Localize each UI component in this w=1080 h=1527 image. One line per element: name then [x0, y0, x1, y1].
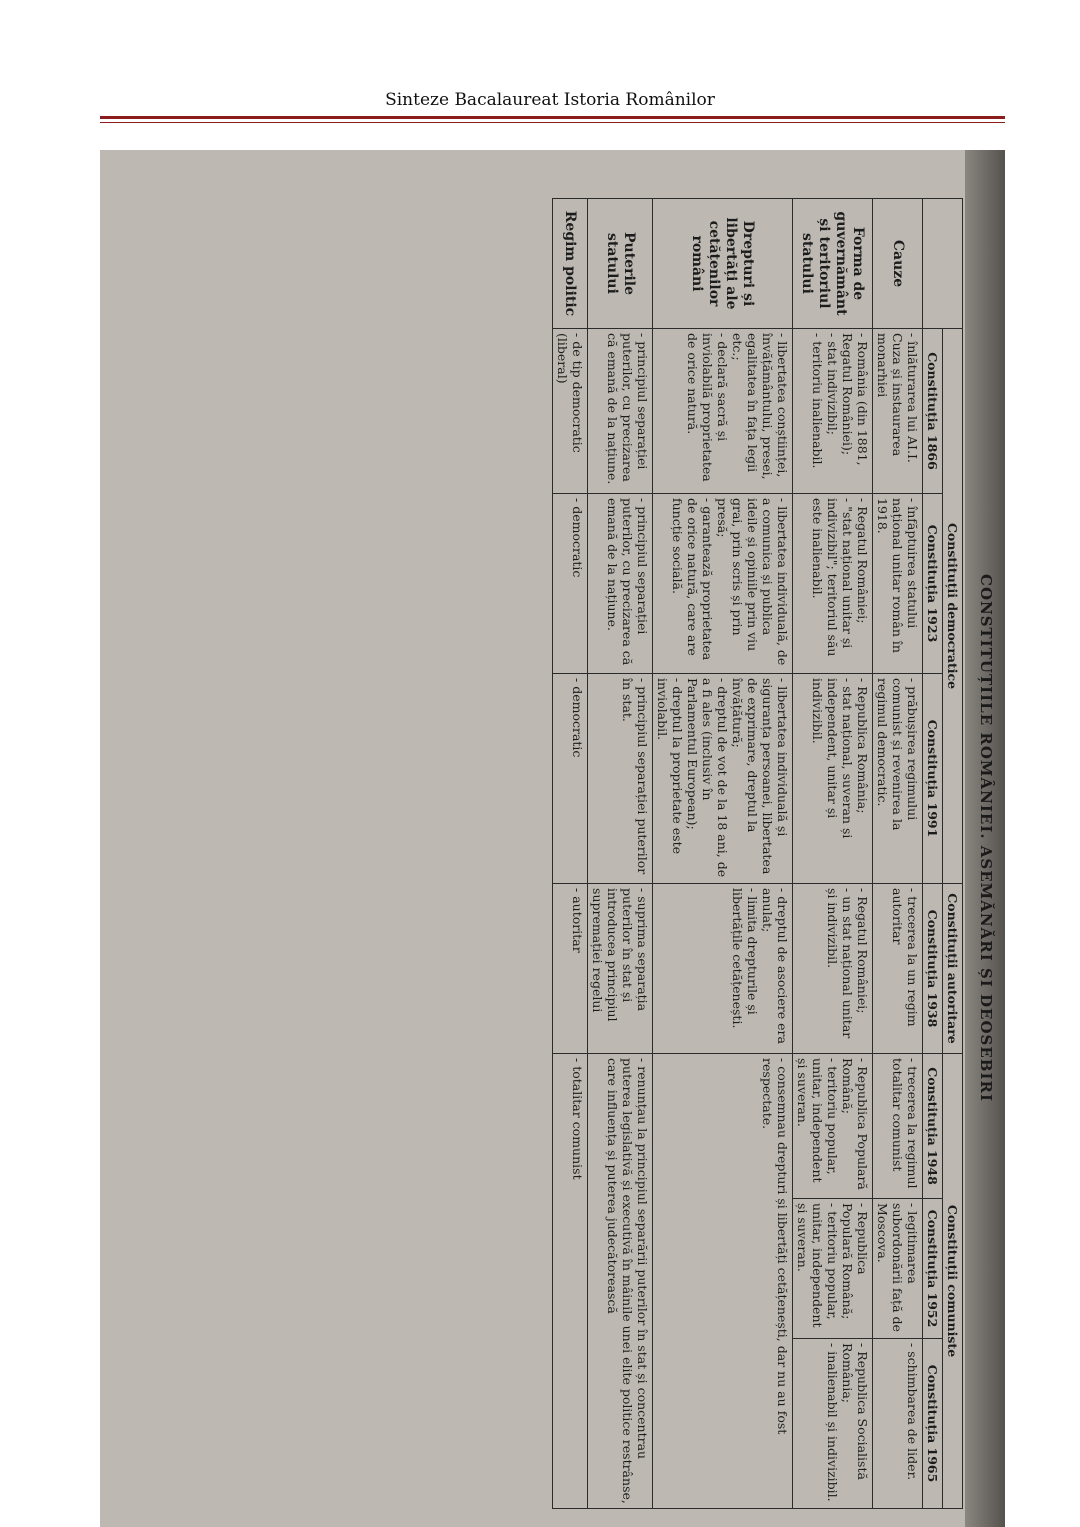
col-1952: Constituția 1952	[923, 1199, 943, 1339]
group-democratic: Constituții democratice	[943, 329, 963, 884]
group-authoritarian: Constituții autoritare	[943, 884, 963, 1054]
table-row-forma	[793, 199, 873, 1509]
table-cell: - înfăptuirea statului național unitar român în 1918.	[873, 494, 923, 674]
page-header-title: Sinteze Bacalaureat Istoria Românilor	[385, 90, 715, 110]
constitutions-table	[552, 198, 963, 1509]
table-cell: - principiul separației puterilor în stat.	[588, 674, 653, 884]
header-rule	[100, 116, 1005, 119]
rotated-page	[103, 158, 1003, 1527]
table-cell: - autoritar	[553, 884, 588, 1054]
col-1965: Constituția 1965	[923, 1339, 943, 1509]
row-label-drepturi: Drepturi și libertăți ale cetățenilor români	[653, 199, 793, 329]
table-cell: - dreptul de asociere era anulat; - limita drepturile și libertățile cetățenești.	[653, 884, 793, 1054]
table-cell: - Republica Populară Română; - teritoriu popular, unitar, independent și suveran.	[793, 1199, 873, 1339]
col-1948: Constituția 1948	[923, 1054, 943, 1199]
table-cell: - suprima separația puterilor în stat și introducea principiul supremației regelui	[588, 884, 653, 1054]
group-header-row	[943, 199, 963, 1509]
row-label-regim-politic: Regim politic	[553, 199, 588, 329]
table-cell: - înlăturarea lui AI.I. Cuza și instaurarea monarhiei	[873, 329, 923, 494]
table-row-drepturi	[653, 199, 793, 1509]
col-1938: Constituția 1938	[923, 884, 943, 1054]
table-cell: - Republica Socialistă România; - inalienabil și indivizibil.	[793, 1339, 873, 1509]
table-cell: - schimbarea de lider.	[873, 1339, 923, 1509]
table-cell: - principiul separației puterilor, cu precizarea că emană de la națiune.	[588, 494, 653, 674]
table-cell: - România (din 1881, Regatul României); - stat indivizibil; - teritoriu inalienabil.	[793, 329, 873, 494]
table-cell: - democratic	[553, 674, 588, 884]
table-cell: - consemnau drepturi și libertăți cetățenești, dar nu au fost respectate.	[653, 1054, 793, 1509]
table-cell: - trecerea la regimul totalitar comunist	[873, 1054, 923, 1199]
table-cell: - prăbușirea regimului comunist și revenirea la regimul democratic.	[873, 674, 923, 884]
col-1991: Constituția 1991	[923, 674, 943, 884]
table-cell: - trecerea la un regim autoritar	[873, 884, 923, 1054]
column-header-row	[923, 199, 943, 1509]
table-cell: - libertatea conștiinței, învățământului, presei, egalitatea în fața legii etc.; - declară sacră și inviolabilă proprietatea de orice natură.	[653, 329, 793, 494]
group-communist: Constituții comuniste	[943, 1054, 963, 1509]
table-cell: - democratic	[553, 494, 588, 674]
col-1866: Constituția 1866	[923, 329, 943, 494]
row-label-forma-de-guvernamant: Forma de guvernământ și teritoriul statului	[793, 199, 873, 329]
table-row-regim	[553, 199, 588, 1509]
row-label-cauze: Cauze	[873, 199, 923, 329]
table-row-puterile	[588, 199, 653, 1509]
table-row-cauze	[873, 199, 923, 1509]
table-cell: - principiul separației puterilor, cu precizarea că emană de la națiune.	[588, 329, 653, 494]
table-cell: - de tip democratic (liberal)	[553, 329, 588, 494]
header-rule-thin	[100, 122, 1005, 123]
table-cell: - Regatul României; - "stat național unitar și indivizibil"; teritoriul său este inalienabil.	[793, 494, 873, 674]
table-cell: - libertatea individuală, de a comunica și publica ideile și opiniile prin viu grai, prin scris și prin presă; - garantează proprietatea de orice natură, care are funcție socială.	[653, 494, 793, 674]
table-cell: - libertatea individuală și siguranța persoanei, libertatea de exprimare, dreptul la învățătură; - dreptul de vot de la 18 ani, de a fi ales (inclusiv în Parlamentul European); - dreptul la proprietate este inviolabil.	[653, 674, 793, 884]
document-photo	[100, 150, 1005, 1527]
table-cell: - Republica România; - stat național, suveran și independent, unitar și indivizibil.	[793, 674, 873, 884]
table-cell: - renunțau la principiul separării puterilor în stat și concentrau puterea legislativă și executivă în mâinile unei elite politice restrânse, care influența și puterea judecătorească	[588, 1054, 653, 1509]
table-title: CONSTITUȚIILE ROMÂNIEI. ASEMĂNĂRI ȘI DEOSEBIRI	[977, 574, 995, 1102]
table-cell: - Republica Populară Română; - teritoriu popular, unitar, independent și suveran.	[793, 1054, 873, 1199]
table-cell: - totalitar comunist	[553, 1054, 588, 1509]
table-cell: - Regatul României; - un stat național unitar și indivizibil.	[793, 884, 873, 1054]
col-1923: Constituția 1923	[923, 494, 943, 674]
corner-cell	[923, 199, 963, 329]
table-cell: - legitimarea subordonării față de Moscova.	[873, 1199, 923, 1339]
row-label-puterile-statului: Puterile statului	[588, 199, 653, 329]
